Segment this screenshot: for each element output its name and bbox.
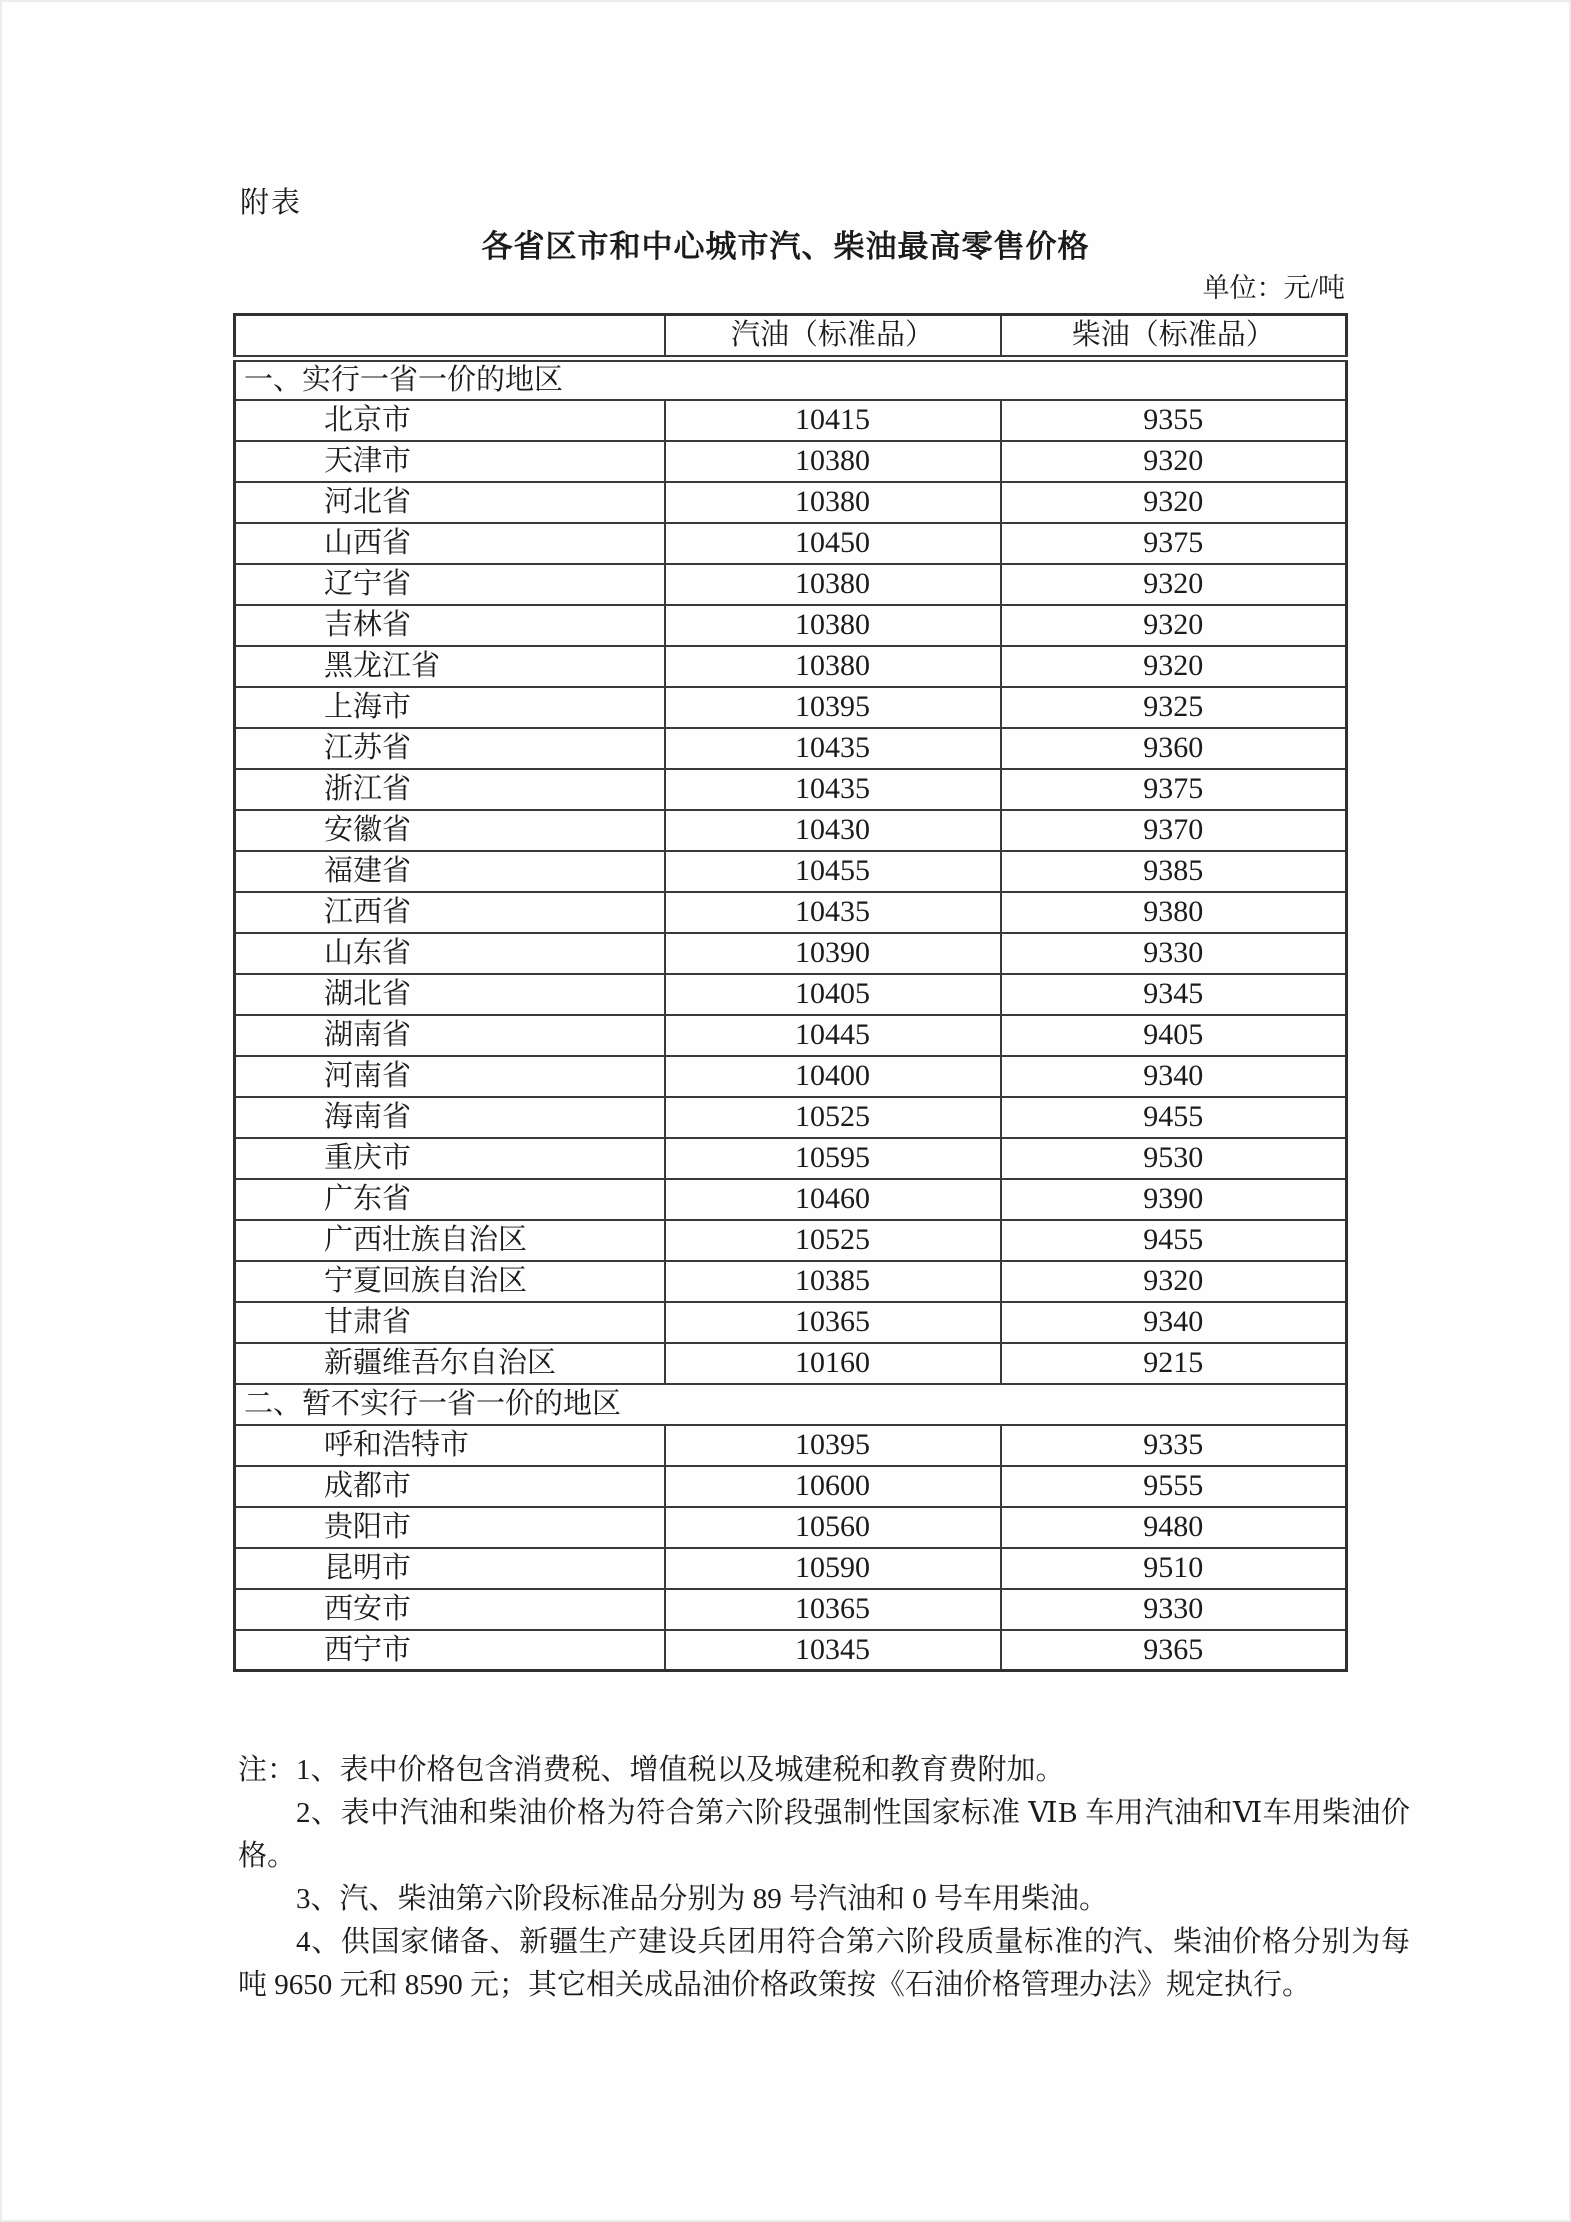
gasoline-price: 10345 [665, 1630, 1001, 1671]
gasoline-price: 10395 [665, 687, 1001, 728]
gasoline-price: 10380 [665, 441, 1001, 482]
table-row [235, 1589, 1347, 1630]
table-row [235, 564, 1347, 605]
region-name: 重庆市 [235, 1138, 665, 1179]
diesel-price: 9380 [1001, 892, 1347, 933]
diesel-price: 9215 [1001, 1343, 1347, 1384]
gasoline-price: 10455 [665, 851, 1001, 892]
diesel-price: 9510 [1001, 1548, 1347, 1589]
table-row [235, 892, 1347, 933]
table-row [235, 1507, 1347, 1548]
table-row [235, 400, 1347, 441]
region-name: 西宁市 [235, 1630, 665, 1671]
table-row [235, 482, 1347, 523]
table-row [235, 1015, 1347, 1056]
note-item: 注：1、表中价格包含消费税、增值税以及城建税和教育费附加。 [238, 1754, 1065, 1786]
notes [238, 1749, 1410, 2007]
region-column-header [235, 315, 665, 359]
region-name: 新疆维吾尔自治区 [235, 1343, 665, 1384]
diesel-price: 9335 [1001, 1425, 1347, 1466]
diesel-price: 9320 [1001, 482, 1347, 523]
gasoline-price: 10600 [665, 1466, 1001, 1507]
region-name: 西安市 [235, 1589, 665, 1630]
gasoline-price: 10560 [665, 1507, 1001, 1548]
region-name: 江苏省 [235, 728, 665, 769]
section-header-row [235, 1384, 1347, 1425]
table-row [235, 728, 1347, 769]
region-name: 吉林省 [235, 605, 665, 646]
gasoline-price: 10160 [665, 1343, 1001, 1384]
table-row [235, 810, 1347, 851]
region-name: 成都市 [235, 1466, 665, 1507]
diesel-price: 9385 [1001, 851, 1347, 892]
diesel-price: 9360 [1001, 728, 1347, 769]
diesel-price: 9320 [1001, 605, 1347, 646]
gasoline-price: 10365 [665, 1589, 1001, 1630]
page-title: 各省区市和中心城市汽、柴油最高零售价格 [481, 229, 1090, 264]
diesel-price: 9455 [1001, 1097, 1347, 1138]
gasoline-price: 10395 [665, 1425, 1001, 1466]
gasoline-price: 10380 [665, 605, 1001, 646]
gasoline-price: 10430 [665, 810, 1001, 851]
region-name: 贵阳市 [235, 1507, 665, 1548]
gasoline-price: 10415 [665, 400, 1001, 441]
region-name: 河北省 [235, 482, 665, 523]
table-row [235, 687, 1347, 728]
gasoline-price: 10405 [665, 974, 1001, 1015]
gasoline-price: 10460 [665, 1179, 1001, 1220]
gasoline-price: 10385 [665, 1261, 1001, 1302]
table-row [235, 1302, 1347, 1343]
diesel-price: 9555 [1001, 1466, 1347, 1507]
region-name: 宁夏回族自治区 [235, 1261, 665, 1302]
section-one-label: 一、实行一省一价的地区 [235, 359, 1347, 400]
diesel-price: 9330 [1001, 933, 1347, 974]
note-item: 4、供国家储备、新疆生产建设兵团用符合第六阶段质量标准的汽、柴油价格分别为每吨 9650 元和 8590 元；其它相关成品油价格政策按《石油价格管理办法》规定执行。 [238, 1926, 1410, 2001]
region-name: 辽宁省 [235, 564, 665, 605]
table-row [235, 1261, 1347, 1302]
table-row [235, 523, 1347, 564]
gasoline-price: 10525 [665, 1097, 1001, 1138]
gasoline-price: 10380 [665, 482, 1001, 523]
diesel-price: 9365 [1001, 1630, 1347, 1671]
region-name: 广东省 [235, 1179, 665, 1220]
note-item: 2、表中汽油和柴油价格为符合第六阶段强制性国家标准 ⅥB 车用汽油和Ⅵ车用柴油价格。 [238, 1797, 1410, 1872]
diesel-price: 9390 [1001, 1179, 1347, 1220]
price-table [233, 313, 1348, 1672]
table-row [235, 646, 1347, 687]
diesel-price: 9405 [1001, 1015, 1347, 1056]
diesel-price: 9330 [1001, 1589, 1347, 1630]
region-name: 海南省 [235, 1097, 665, 1138]
table-row [235, 1630, 1347, 1671]
table-row [235, 1548, 1347, 1589]
region-name: 广西壮族自治区 [235, 1220, 665, 1261]
region-name: 昆明市 [235, 1548, 665, 1589]
table-row [235, 1466, 1347, 1507]
table-row [235, 974, 1347, 1015]
gasoline-price: 10380 [665, 646, 1001, 687]
region-name: 河南省 [235, 1056, 665, 1097]
table-row [235, 1425, 1347, 1466]
gasoline-price: 10380 [665, 564, 1001, 605]
section-two-label: 二、暂不实行一省一价的地区 [235, 1384, 1347, 1425]
region-name: 黑龙江省 [235, 646, 665, 687]
diesel-price: 9340 [1001, 1302, 1347, 1343]
region-name: 天津市 [235, 441, 665, 482]
table-row [235, 1220, 1347, 1261]
unit-label: 单位：元/吨 [1202, 273, 1345, 303]
region-name: 甘肃省 [235, 1302, 665, 1343]
table-row [235, 769, 1347, 810]
diesel-price: 9375 [1001, 523, 1347, 564]
table-row [235, 933, 1347, 974]
region-name: 山西省 [235, 523, 665, 564]
note-item: 3、汽、柴油第六阶段标准品分别为 89 号汽油和 0 号车用柴油。 [296, 1883, 1109, 1915]
table-row [235, 1056, 1347, 1097]
diesel-price: 9320 [1001, 646, 1347, 687]
region-name: 呼和浩特市 [235, 1425, 665, 1466]
gasoline-price: 10435 [665, 769, 1001, 810]
gasoline-price: 10595 [665, 1138, 1001, 1179]
gasoline-price: 10365 [665, 1302, 1001, 1343]
diesel-price: 9355 [1001, 400, 1347, 441]
gasoline-price: 10450 [665, 523, 1001, 564]
gasoline-price: 10400 [665, 1056, 1001, 1097]
region-name: 山东省 [235, 933, 665, 974]
diesel-price: 9480 [1001, 1507, 1347, 1548]
diesel-column-header: 柴油（标准品） [1001, 315, 1347, 359]
table-row [235, 605, 1347, 646]
region-name: 浙江省 [235, 769, 665, 810]
diesel-price: 9530 [1001, 1138, 1347, 1179]
diesel-price: 9320 [1001, 1261, 1347, 1302]
price-table-container [233, 313, 1348, 1672]
diesel-price: 9375 [1001, 769, 1347, 810]
region-name: 上海市 [235, 687, 665, 728]
region-name: 湖北省 [235, 974, 665, 1015]
section-header-row [235, 359, 1347, 400]
diesel-price: 9340 [1001, 1056, 1347, 1097]
diesel-price: 9325 [1001, 687, 1347, 728]
diesel-price: 9320 [1001, 564, 1347, 605]
table-header-row [235, 315, 1347, 359]
diesel-price: 9455 [1001, 1220, 1347, 1261]
gasoline-price: 10590 [665, 1548, 1001, 1589]
table-row [235, 1343, 1347, 1384]
gasoline-price: 10435 [665, 728, 1001, 769]
table-row [235, 1179, 1347, 1220]
gasoline-price: 10445 [665, 1015, 1001, 1056]
region-name: 安徽省 [235, 810, 665, 851]
region-name: 江西省 [235, 892, 665, 933]
gasoline-price: 10435 [665, 892, 1001, 933]
region-name: 福建省 [235, 851, 665, 892]
gasoline-price: 10390 [665, 933, 1001, 974]
table-row [235, 851, 1347, 892]
region-name: 北京市 [235, 400, 665, 441]
diesel-price: 9370 [1001, 810, 1347, 851]
diesel-price: 9320 [1001, 441, 1347, 482]
table-row [235, 1138, 1347, 1179]
table-row [235, 441, 1347, 482]
attachment-tag: 附表 [240, 187, 303, 219]
gasoline-column-header: 汽油（标准品） [665, 315, 1001, 359]
gasoline-price: 10525 [665, 1220, 1001, 1261]
diesel-price: 9345 [1001, 974, 1347, 1015]
table-row [235, 1097, 1347, 1138]
region-name: 湖南省 [235, 1015, 665, 1056]
